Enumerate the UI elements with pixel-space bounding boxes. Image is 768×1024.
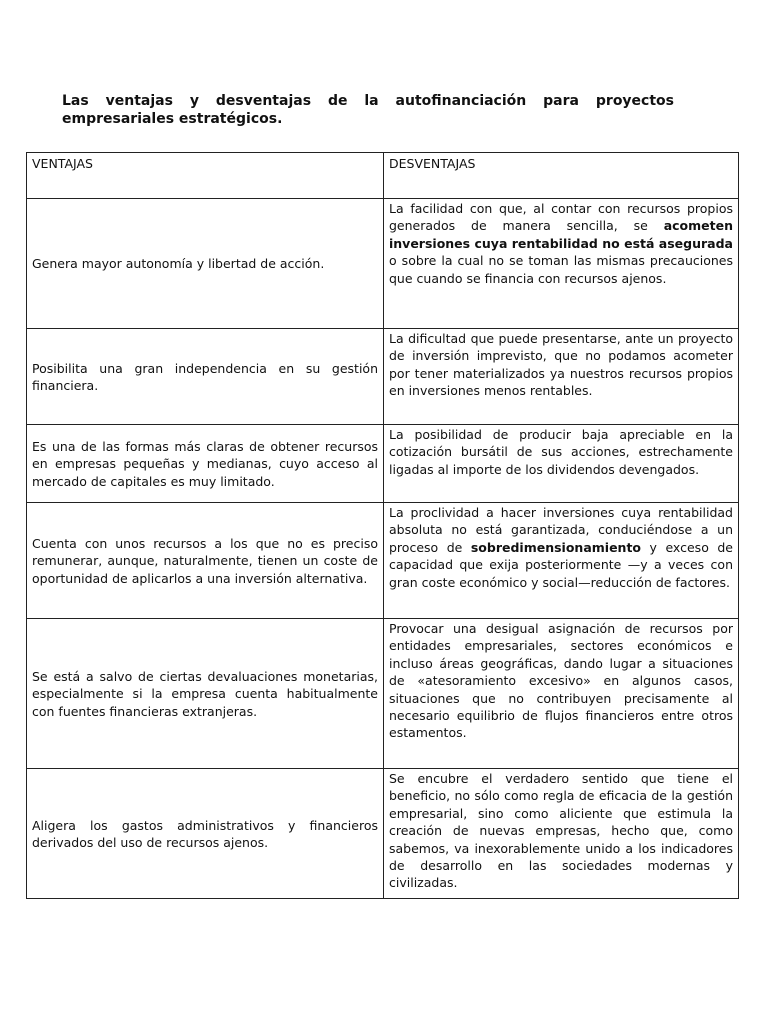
advantage-cell: Es una de las formas más claras de obtener recursos en empresas pequeñas y medianas, cuyo acceso al mercado de capitales es muy limitado. bbox=[27, 425, 384, 503]
advantage-cell: Genera mayor autonomía y libertad de acción. bbox=[27, 199, 384, 329]
table-row bbox=[27, 503, 739, 619]
table-row bbox=[27, 425, 739, 503]
disadvantage-cell bbox=[384, 503, 739, 619]
disadvantage-text: Se encubre el verdadero sentido que tiene el beneficio, no sólo como regla de eficacia de la gestión empresarial, sino como aliciente que estimula la creación de nuevas empresas, hecho que, como sabemos, va inexorablemente unido a los indicadores de desarrollo en las sociedades modernas y civilizadas. bbox=[389, 771, 733, 891]
disadvantage-text: La facilidad con que, al contar con recursos propios generados de manera sencilla, se bbox=[389, 201, 733, 234]
disadvantage-text: Provocar una desigual asignación de recursos por entidades empresariales, sectores económicos e incluso áreas geográficas, dando lugar a situaciones de «atesoramiento excesivo» en algunos casos, situaciones que no contribuyen precisamente al necesario equilibrio de flujos financieros entre otros estamentos. bbox=[389, 621, 733, 741]
table-header-row bbox=[27, 153, 739, 199]
advantage-cell: Posibilita una gran independencia en su gestión financiera. bbox=[27, 329, 384, 425]
disadvantage-text: La posibilidad de producir baja apreciable en la cotización bursátil de sus acciones, estrechamente ligadas al importe de los dividendos devengados. bbox=[389, 427, 733, 477]
page-title: Las ventajas y desventajas de la autofinanciación para proyectos empresariales estratégicos. bbox=[62, 93, 674, 127]
disadvantage-cell bbox=[384, 199, 739, 329]
disadvantage-text: La dificultad que puede presentarse, ante un proyecto de inversión imprevisto, que no podamos acometer por tener materializados ya nuestros recursos propios en inversiones menos rentables. bbox=[389, 331, 733, 399]
disadvantage-emphasis: sobredimensionamiento bbox=[470, 539, 642, 555]
disadvantage-cell bbox=[384, 619, 739, 769]
table-row bbox=[27, 199, 739, 329]
table-row bbox=[27, 769, 739, 899]
table-row bbox=[27, 329, 739, 425]
advantage-cell: Se está a salvo de ciertas devaluaciones monetarias, especialmente si la empresa cuenta habitualmente con fuentes financieras extranjeras. bbox=[27, 619, 384, 769]
advantage-cell: Cuenta con unos recursos a los que no es preciso remunerar, aunque, naturalmente, tienen un coste de oportunidad de aplicarlos a una inversión alternativa. bbox=[27, 503, 384, 619]
disadvantage-cell bbox=[384, 329, 739, 425]
disadvantage-cell bbox=[384, 425, 739, 503]
disadvantage-text: o sobre la cual no se toman las mismas precauciones que cuando se financia con recursos ajenos. bbox=[389, 253, 733, 286]
disadvantage-emphasis: acometen inversiones cuya rentabilidad no está asegurada bbox=[389, 218, 733, 251]
advantage-cell: Aligera los gastos administrativos y financieros derivados del uso de recursos ajenos. bbox=[27, 769, 384, 899]
disadvantage-text: y exceso de capacidad que exija posteriormente —y a veces con gran coste económico y social—reducción de factores. bbox=[389, 539, 733, 590]
header-advantages: VENTAJAS bbox=[27, 153, 384, 199]
advantages-disadvantages-table bbox=[26, 152, 739, 899]
table-row bbox=[27, 619, 739, 769]
header-disadvantages: DESVENTAJAS bbox=[384, 153, 739, 199]
disadvantage-cell bbox=[384, 769, 739, 899]
disadvantage-text: La proclividad a hacer inversiones cuya rentabilidad absoluta no está garantizada, conduciéndose a un proceso de bbox=[389, 505, 733, 555]
